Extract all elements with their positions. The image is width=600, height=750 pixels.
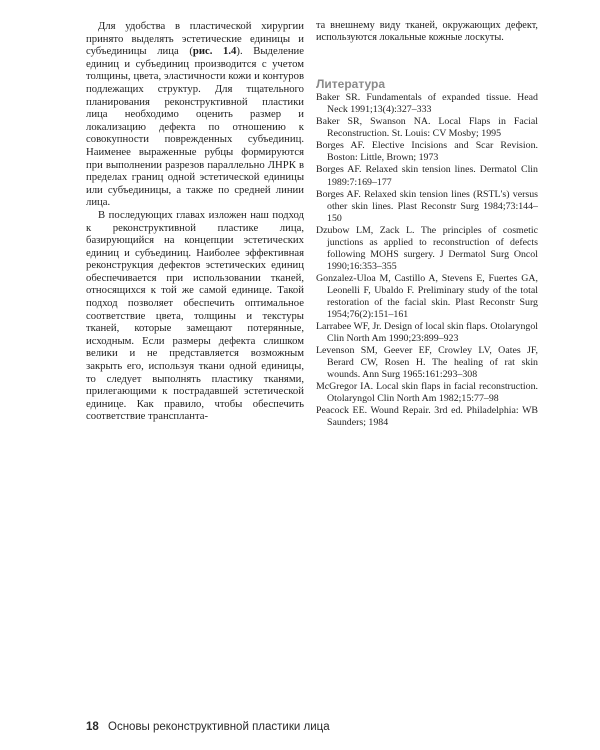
- right-column: [316, 20, 538, 430]
- reference-item: Larrabee WF, Jr. Design of local skin flaps. Otolaryngol Clin North Am 1990;23:899–923: [316, 321, 538, 345]
- body-paragraph-2-continued: та внешнему виду тканей, окружающих дефект, используются локальные кожные лоскуты.: [316, 20, 538, 44]
- reference-item: Borges AF. Relaxed skin tension lines. Dermatol Clin 1989:7:169–177: [316, 164, 538, 188]
- left-column: [86, 20, 304, 423]
- paragraph-1-start: Для удобства в пластической хирургии принято выделять эстетические единицы и субъединицы лица (: [86, 20, 304, 58]
- references-list: [316, 92, 538, 429]
- reference-item: Borges AF. Relaxed skin tension lines (RSTL's) versus other skin lines. Plast Reconstr Surg 1984;73:144–150: [316, 188, 538, 224]
- paragraph-1-end: ). Выделение единиц и субъединиц производится с учетом толщины, цвета, эластичности кожи и контуров подлежащих структур. Для тщательного планирования реконструктивной пластики лица необходимо оценить размер и локализацию дефекта по отношению к совокупности поврежденных субъединиц. Наименее выраженные рубцы формируются при выполнении разрезов параллельно ЛНРК в пределах границ одной эстетической единицы или субъединицы, а также по средней линии лица.: [86, 45, 304, 209]
- reference-item: Borges AF. Elective Incisions and Scar Revision. Boston: Little, Brown; 1973: [316, 140, 538, 164]
- reference-item: Baker SR, Swanson NA. Local Flaps in Facial Reconstruction. St. Louis: CV Mosby; 1995: [316, 116, 538, 140]
- reference-item: Gonzalez-Uloa M, Castillo A, Stevens E, Fuertes GA, Leonelli F, Ubaldo F. Preliminary study of the total restoration of the facial skin. Plast Reconstr Surg 1954;76(2):151–161: [316, 272, 538, 321]
- references-heading: Литература: [316, 77, 386, 92]
- body-paragraph-2: В последующих главах изложен наш подход к реконструктивной пластике лица, базирующийся на концепции эстетических единиц и субъединиц. Наиболее эффективная реконструкция дефектов эстетических единиц обеспечивается при использовании тканей, относящихся к той же самой единице. Такой подход позволяет обеспечить оптимальное соответствие цвета, толщины и текстуры тканей, которые замещают потерянные, исходным. Если размеры дефекта слишком велики и не представляется возможным закрыть его, используя ткани одной единицы, то следует выполнять пластику тканями, прилегающими к пострадавшей эстетической единице. Как правило, чтобы обеспечить соответствие транспланта-: [86, 208, 304, 423]
- reference-item: McGregor IA. Local skin flaps in facial reconstruction. Otolaryngol Clin North Am 1982;15:77–98: [316, 381, 538, 405]
- figure-reference: рис. 1.4: [192, 45, 237, 58]
- page-number: 18: [86, 721, 99, 733]
- reference-item: Levenson SM, Geever EF, Crowley LV, Oates JF, Berard CW, Rosen H. The healing of rat skin wounds. Ann Surg 1965:161:293–308: [316, 345, 538, 381]
- reference-item: Dzubow LM, Zack L. The principles of cosmetic junctions as applied to reconstruction of defects following MOHS surgery. J Dermatol Surg Oncol 1990;16:353–355: [316, 224, 538, 272]
- reference-item: Peacock EE. Wound Repair. 3rd ed. Philadelphia: WB Saunders; 1984: [316, 405, 538, 429]
- running-title: Основы реконструктивной пластики лица: [108, 721, 330, 733]
- body-paragraph-1: [86, 20, 304, 209]
- page-footer: [86, 720, 546, 734]
- reference-item: Baker SR. Fundamentals of expanded tissue. Head Neck 1991;13(4):327–333: [316, 92, 538, 116]
